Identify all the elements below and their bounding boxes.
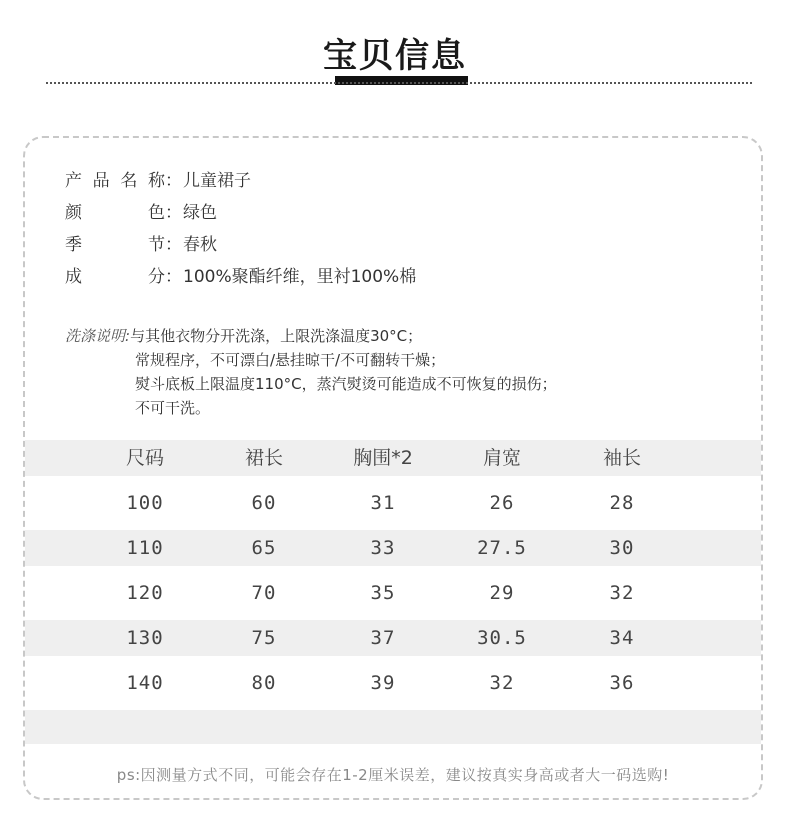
info-value: 100%聚酯纤维，里衬100%棉 [183,267,417,287]
washing-line [65,324,422,348]
info-row-material [65,263,416,291]
table-row [25,665,761,701]
table-cell: 29 [489,582,515,604]
table-footer-band [25,710,761,744]
info-label: 颜色 [65,203,165,223]
info-value: 绿色 [183,203,217,223]
info-colon: ： [165,203,182,223]
table-cell: 36 [609,672,635,694]
info-row-name [65,167,251,195]
table-cell: 100 [126,492,164,514]
table-cell: 60 [251,492,277,514]
info-colon: ： [165,235,182,255]
info-label: 季节 [65,235,165,255]
table-cell: 37 [370,627,396,649]
table-cell: 65 [251,537,277,559]
info-card [23,136,763,800]
table-cell: 70 [251,582,277,604]
info-row-color [65,199,217,227]
table-cell: 140 [126,672,164,694]
table-cell: 35 [370,582,396,604]
page-title: 宝贝信息 [323,36,467,76]
table-cell: 34 [609,627,635,649]
table-cell: 32 [489,672,515,694]
table-header-cell: 肩宽 [482,447,521,469]
washing-line: 熨斗底板上限温度110°C，蒸汽熨烫可能造成不可恢复的损伤； [135,375,557,393]
table-cell: 26 [489,492,515,514]
table-cell: 32 [609,582,635,604]
info-row-season [65,231,217,259]
table-cell: 80 [251,672,277,694]
table-row [25,530,761,566]
washing-line: 常规程序，不可漂白/悬挂晾干/不可翻转干燥； [135,351,446,369]
table-cell: 33 [370,537,396,559]
table-header-cell: 裙长 [244,447,283,469]
table-row [25,620,761,656]
table-row [25,575,761,611]
washing-text: 与其他衣物分开洗涤，上限洗涤温度30°C； [130,327,423,345]
info-label: 成分 [65,267,165,287]
table-cell: 75 [251,627,277,649]
table-cell: 28 [609,492,635,514]
table-cell: 30.5 [477,627,527,649]
table-header-cell: 胸围*2 [353,447,413,469]
washing-line: 不可干洗。 [135,399,211,417]
title-divider [46,82,752,84]
info-value: 春秋 [183,235,217,255]
measurement-note: ps:因测量方式不同，可能会存在1-2厘米误差，建议按真实身高或者大一码选购! [116,766,670,784]
washing-label: 洗涤说明: [65,327,131,345]
table-header-cell: 尺码 [125,447,164,469]
table-row [25,485,761,521]
table-cell: 130 [126,627,164,649]
info-value: 儿童裙子 [183,171,251,191]
info-colon: ： [165,171,182,191]
info-colon: ： [165,267,182,287]
table-cell: 27.5 [477,537,527,559]
table-cell: 30 [609,537,635,559]
table-cell: 110 [126,537,164,559]
table-header-cell: 袖长 [602,447,641,469]
table-cell: 39 [370,672,396,694]
info-label: 产品名称 [65,171,165,191]
table-cell: 31 [370,492,396,514]
table-header-row [25,440,761,476]
table-cell: 120 [126,582,164,604]
